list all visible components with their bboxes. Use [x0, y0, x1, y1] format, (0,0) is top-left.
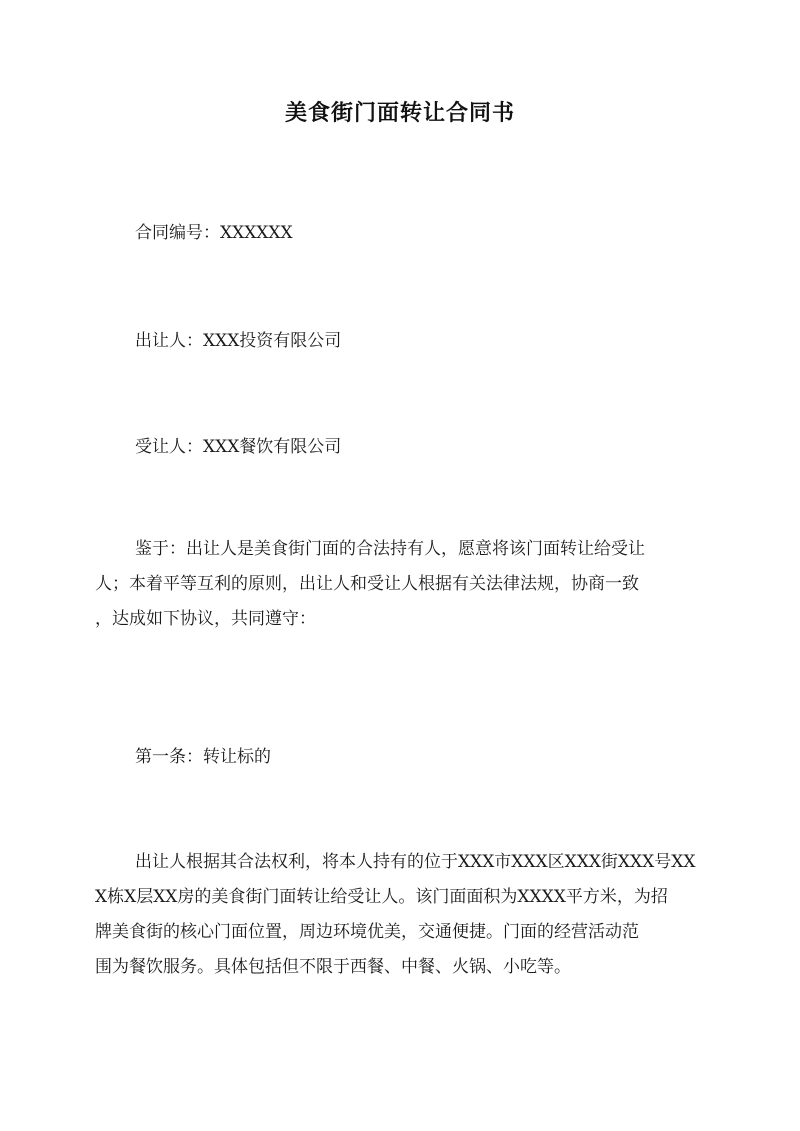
transferee-line: 受让人：XXX餐饮有限公司	[135, 437, 342, 457]
article-1-heading: 第一条：转让标的	[135, 747, 271, 767]
preamble-line: 人；本着平等互利的原则，出让人和受让人根据有关法律法规，协商一致	[95, 574, 639, 594]
article-1-line: 牌美食街的核心门面位置，周边环境优美，交通便捷。门面的经营活动范	[95, 922, 639, 942]
article-1-line: X栋X层XX房的美食街门面转让给受让人。该门面面积为XXXX平方米，为招	[95, 887, 668, 907]
article-1-line: 出让人根据其合法权利，将本人持有的位于XXX市XXX区XXX街XXX号XX	[135, 852, 696, 872]
preamble-line: ，达成如下协议，共同遵守：	[95, 609, 316, 629]
preamble-line: 鉴于：出让人是美食街门面的合法持有人，愿意将该门面转让给受让	[135, 539, 645, 559]
article-1-paragraph	[95, 845, 715, 985]
contract-number: 合同编号：XXXXXX	[135, 223, 293, 243]
document-title: 美食街门面转让合同书	[284, 100, 515, 126]
transferor-line: 出让人：XXX投资有限公司	[135, 331, 342, 351]
preamble-paragraph	[95, 532, 715, 637]
article-1-line: 围为餐饮服务。具体包括但不限于西餐、中餐、火锅、小吃等。	[95, 957, 571, 977]
